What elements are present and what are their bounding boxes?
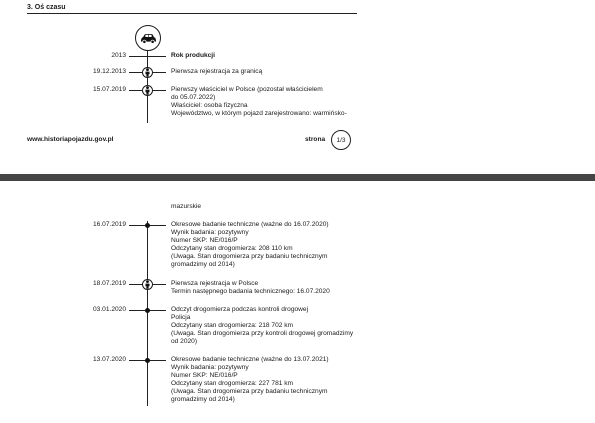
- event-date: 03.01.2020: [92, 306, 126, 313]
- person-icon: [142, 85, 153, 96]
- footer-page-label: strona: [305, 136, 326, 143]
- continued-text: mazurskie: [171, 203, 202, 210]
- person-icon: [142, 67, 153, 78]
- event-description: Okresowe badanie techniczne (ważne do 16.07.2020) Wynik badania: pozytywny Numer SKP: NE/016/P Odczytany stan drogomierza: 208 110 km (Uwaga. Stan drogomierza przy badaniu technicznym gromadzimy od 2014): [171, 221, 329, 268]
- event-dot: [145, 308, 150, 313]
- report-page-1: [0, 0, 595, 174]
- event-description: Rok produkcji: [171, 52, 215, 59]
- timeline-axis: [147, 221, 148, 406]
- event-description: Okresowe badanie techniczne (ważne do 13.07.2021) Wynik badania: pozytywny Numer SKP: NE/016/P Odczytany stan drogomierza: 227 781 km (Uwaga. Stan drogomierza przy badaniu technicznym gromadzimy od 2014): [171, 356, 329, 403]
- footer-url: www.historiapojazdu.gov.pl: [27, 136, 114, 143]
- section-divider: [27, 13, 357, 14]
- event-description: Pierwsza rejestracja w Polsce Termin następnego badania technicznego: 16.07.2020: [171, 280, 330, 295]
- event-date: 16.07.2019: [92, 221, 126, 228]
- event-date: 2013: [111, 52, 126, 59]
- report-page-2: [0, 181, 595, 423]
- event-dot: [145, 223, 150, 228]
- section-title: 3. Oś czasu: [27, 4, 66, 11]
- event-description: Pierwszy właściciel w Polsce (pozostał właścicielem do 05.07.2022) Właściciel: osoba fizyczna Województwo, w którym pojazd zarejestrowano: warmińsko-: [171, 86, 347, 117]
- car-icon: [135, 25, 161, 51]
- event-description: Pierwsza rejestracja za granicą: [171, 68, 263, 75]
- event-connector: [129, 56, 166, 57]
- page-separator: [0, 174, 595, 181]
- event-description: Odczyt drogomierza podczas kontroli drogowej Policja Odczytany stan drogomierza: 218 702 km (Uwaga. Stan drogomierza przy kontroli drogowej gromadzimy od 2020): [171, 306, 354, 345]
- footer-page-number: 1/3: [331, 130, 351, 150]
- event-date: 13.07.2020: [92, 356, 126, 363]
- event-date: 18.07.2019: [92, 280, 126, 287]
- person-icon: [142, 279, 153, 290]
- event-dot: [145, 358, 150, 363]
- event-date: 19.12.2013: [92, 68, 126, 75]
- event-date: 15.07.2019: [92, 86, 126, 93]
